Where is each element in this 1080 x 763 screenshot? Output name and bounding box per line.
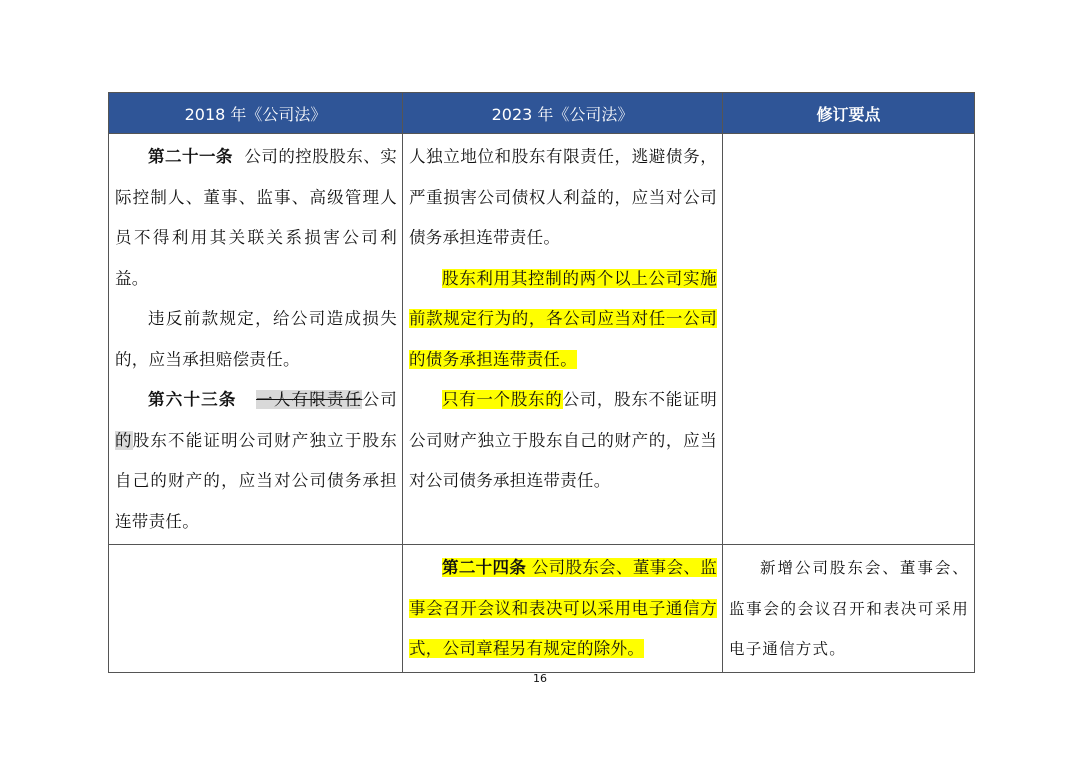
table-row xyxy=(109,134,975,545)
highlighted-text: 只有一个股东的 xyxy=(442,390,563,409)
page-number: 16 xyxy=(533,672,547,685)
table-row xyxy=(109,545,975,673)
empty-cell-text xyxy=(109,545,402,550)
cell-2018-row1 xyxy=(109,134,403,545)
table-header-row xyxy=(109,93,975,134)
highlighted-text: 股东利用其控制的两个以上公司实施前款规定行为的，各公司应当对任一公司的债务承担连带责任。 xyxy=(409,268,717,369)
paragraph xyxy=(115,137,397,299)
revision-note xyxy=(723,134,974,139)
struck-text: 一人有限责任 xyxy=(256,390,363,409)
header-2023-law: 2023 年《公司法》 xyxy=(403,93,723,134)
article-text: 股东不能证明公司财产独立于股东自己的财产的，应当对公司债务承担连带责任。 xyxy=(115,430,397,531)
paragraph xyxy=(115,380,397,542)
cell-2023-row1 xyxy=(403,134,723,545)
comparison-table xyxy=(108,92,975,673)
paragraph: 违反前款规定，给公司造成损失的，应当承担赔偿责任。 xyxy=(115,309,397,369)
header-2018-law: 2018 年《公司法》 xyxy=(109,93,403,134)
article-text: 公司 xyxy=(362,390,397,409)
gray-marked-text: 的 xyxy=(115,430,133,450)
cell-revision-row2 xyxy=(723,545,975,673)
highlighted-text: 公司股东会、董事会、监事会召开会议和表决可以采用电子通信方式，公司章程另有规定的除外。 xyxy=(409,558,717,658)
cell-revision-row1 xyxy=(723,134,975,545)
paragraph: 人独立地位和股东有限责任，逃避债务，严重损害公司债权人利益的，应当对公司债务承担连带责任。 xyxy=(409,147,717,247)
article-text: 公司的控股股东、实际控制人、董事、监事、高级管理人员不得利用其关联关系损害公司利益。 xyxy=(115,147,398,288)
article-number: 第二十一条 xyxy=(148,147,233,166)
paragraph xyxy=(409,548,717,670)
article-number: 第六十三条 xyxy=(148,390,237,409)
revision-note: 新增公司股东会、董事会、监事会的会议召开和表决可采用电子通信方式。 xyxy=(729,559,969,658)
cell-2023-row2 xyxy=(403,545,723,673)
paragraph xyxy=(409,380,717,502)
paragraph xyxy=(409,259,717,381)
header-revision-points: 修订要点 xyxy=(723,93,975,134)
article-text: 公司，股东不能证明公司财产独立于股东自己的财产的，应当对公司债务承担连带责任。 xyxy=(409,390,717,490)
article-number: 第二十四条 xyxy=(442,558,527,577)
cell-2018-row2 xyxy=(109,545,403,673)
